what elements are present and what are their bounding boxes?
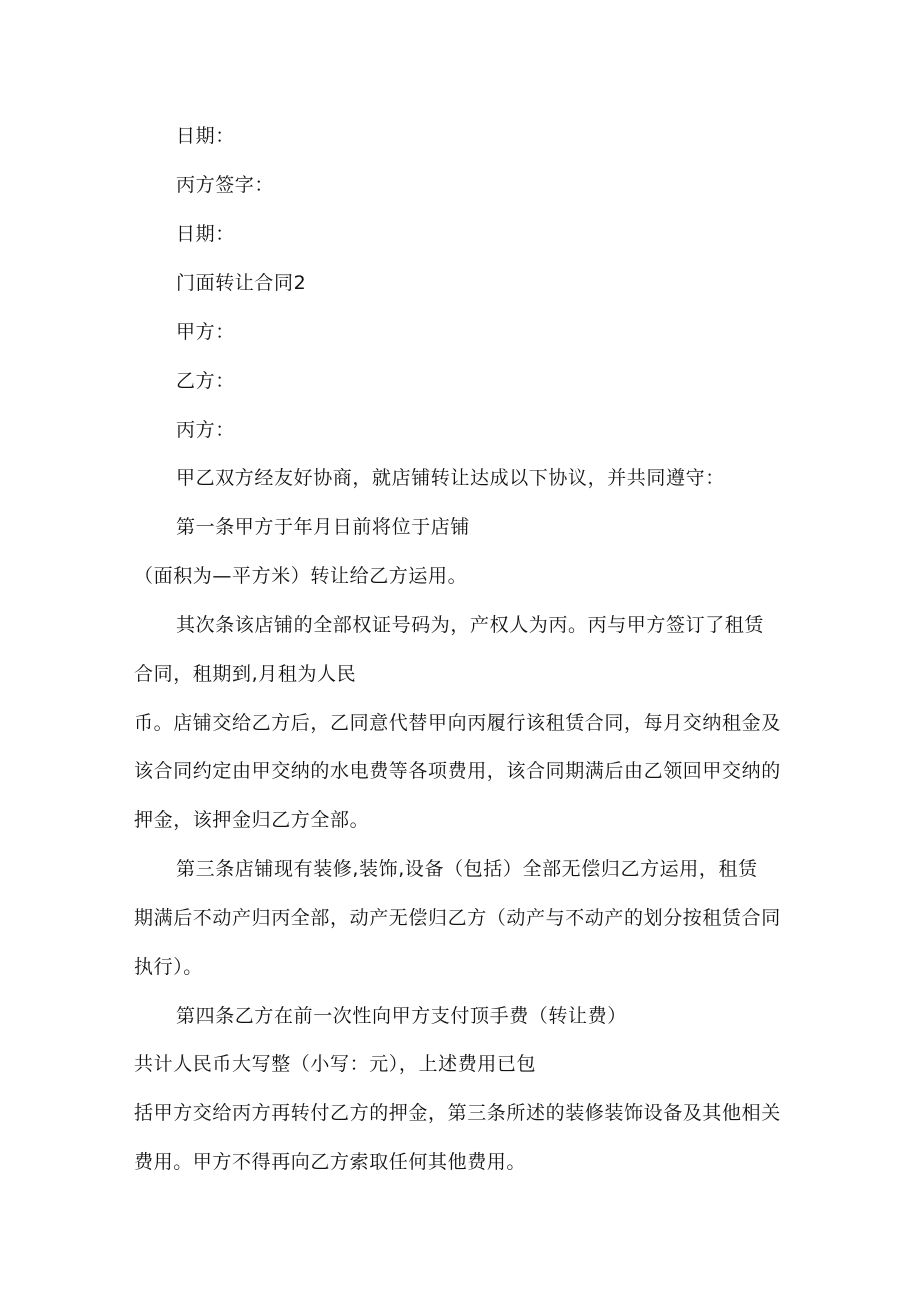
agreement-intro: 甲乙双方经友好协商，就店铺转让达成以下协议，并共同遵守： — [176, 467, 725, 489]
contract-title: 门面转让合同2 — [176, 272, 307, 294]
article-3-line-1: 第三条店铺现有装修,装饰,设备（包括）全部无偿归乙方运用，租赁 — [176, 858, 758, 880]
article-3-line-2: 期满后不动产归丙全部，动产无偿归乙方（动产与不动产的划分按租赁合同 — [134, 907, 781, 929]
article-4-line-1: 第四条乙方在前一次性向甲方支付顶手费（转让费） — [176, 1005, 627, 1027]
article-2-line-3: 币。店铺交给乙方后，乙同意代替甲向丙履行该租赁合同，每月交纳租金及 — [134, 712, 781, 734]
date-label-1: 日期： — [176, 125, 235, 147]
party-a-label: 甲方： — [176, 321, 235, 343]
article-4-line-2: 共计人民币大写整（小写：元），上述费用已包 — [134, 1053, 537, 1075]
party-b-label: 乙方： — [176, 370, 235, 392]
article-4-line-3: 括甲方交给丙方再转付乙方的押金，第三条所述的装修装饰设备及其他相关 — [134, 1102, 781, 1124]
article-4-line-4: 费用。甲方不得再向乙方索取任何其他费用。 — [134, 1151, 527, 1173]
article-1-line-1: 第一条甲方于年月日前将位于店铺 — [176, 516, 471, 538]
article-2-line-4: 该合同约定由甲交纳的水电费等各项费用，该合同期满后由乙领回甲交纳的 — [134, 760, 781, 782]
article-1-line-2: （面积为—平方米）转让给乙方运用。 — [134, 565, 468, 587]
article-2-line-2: 合同，租期到,月租为人民 — [134, 663, 357, 685]
party-c-signature-label: 丙方签字： — [176, 174, 275, 196]
date-label-2: 日期： — [176, 223, 235, 245]
article-3-line-3: 执行）。 — [134, 956, 203, 978]
party-c-label: 丙方： — [176, 419, 235, 441]
article-2-line-5: 押金，该押金归乙方全部。 — [134, 809, 370, 831]
article-2-line-1: 其次条该店铺的全部权证号码为，产权人为丙。丙与甲方签订了租赁 — [176, 614, 765, 636]
